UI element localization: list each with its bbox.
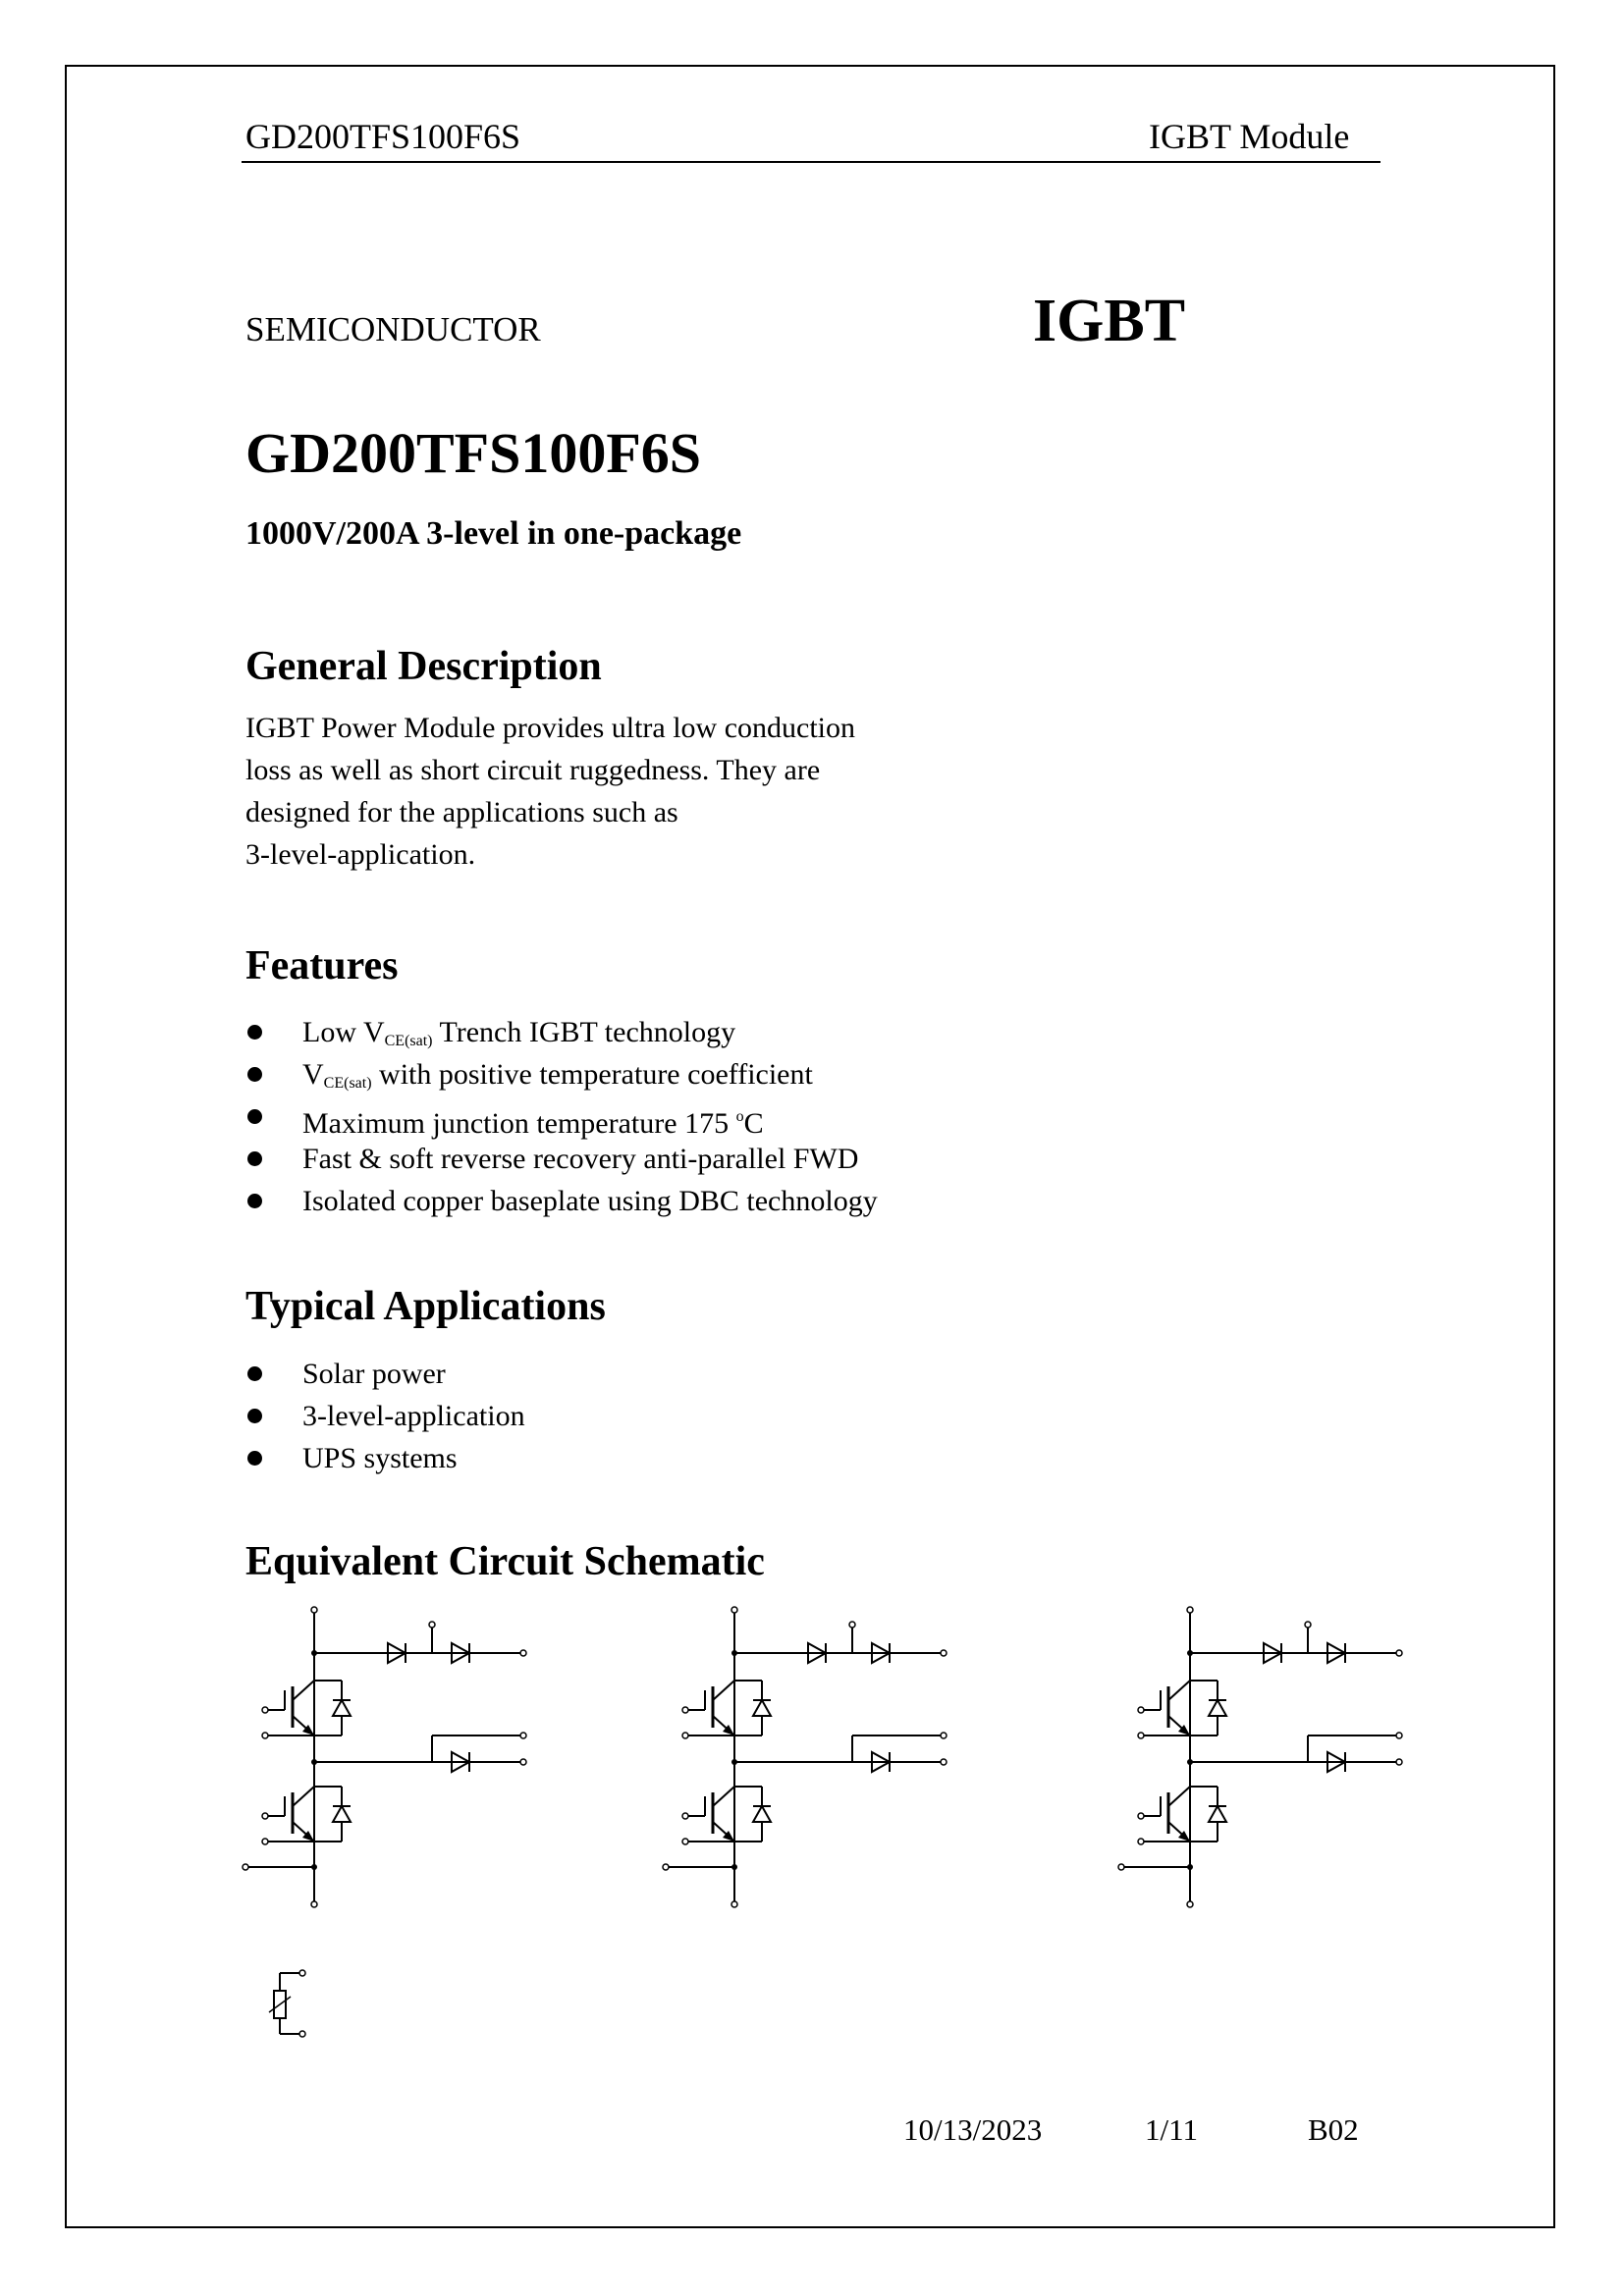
feature-item: Maximum junction temperature 175 $^o$C	[245, 1095, 878, 1138]
header-doc-type: IGBT Module	[1149, 117, 1350, 156]
circuit-block	[243, 1607, 526, 1907]
application-item: 3-level-application	[245, 1395, 525, 1437]
description-line: IGBT Power Module provides ultra low conduction	[245, 712, 856, 744]
application-item: Solar power	[245, 1353, 525, 1395]
bullet-icon	[247, 1451, 262, 1466]
bullet-icon	[247, 1409, 262, 1423]
category-label: SEMICONDUCTOR	[245, 310, 541, 348]
bullet-icon	[247, 1067, 262, 1082]
header-part-number: GD200TFS100F6S	[245, 117, 521, 156]
description-line: loss as well as short circuit ruggedness. They are	[245, 754, 821, 786]
description-line: designed for the applications such as	[245, 796, 678, 828]
ntc-thermistor	[269, 1970, 305, 2037]
circuit-block	[663, 1607, 947, 1907]
description-line: 3-level-application.	[245, 838, 476, 871]
footer-revision: B02	[1308, 2112, 1359, 2147]
bullet-icon	[247, 1025, 262, 1040]
general-description-text	[245, 707, 933, 876]
bullet-icon	[247, 1194, 262, 1208]
header-rule	[242, 161, 1380, 163]
feature-item: Fast & soft reverse recovery anti-parallel FWD	[245, 1138, 878, 1180]
footer-date: 10/13/2023	[903, 2112, 1043, 2147]
applications-heading: Typical Applications	[245, 1284, 606, 1329]
device-type: IGBT	[1033, 288, 1186, 354]
subtitle: 1000V/200A 3-level in one-package	[245, 515, 742, 552]
schematic-heading: Equivalent Circuit Schematic	[245, 1539, 765, 1584]
footer-page-number: 1/11	[1145, 2112, 1198, 2147]
features-heading: Features	[245, 943, 399, 988]
general-description-heading: General Description	[245, 644, 602, 689]
bullet-icon	[247, 1366, 262, 1381]
page-title: GD200TFS100F6S	[245, 421, 702, 485]
feature-item: Low $V_{CE(sat)}$ Trench IGBT technology	[245, 1011, 878, 1053]
features-list	[245, 1011, 878, 1222]
application-item: UPS systems	[245, 1437, 525, 1479]
feature-item: $V_{CE(sat)}$ with positive temperature coefficient	[245, 1053, 878, 1095]
circuit-block	[1118, 1607, 1402, 1907]
bullet-icon	[247, 1151, 262, 1166]
feature-item: Isolated copper baseplate using DBC technology	[245, 1180, 878, 1222]
circuit-schematic	[226, 1590, 1404, 2042]
applications-list	[245, 1353, 525, 1479]
bullet-icon	[247, 1109, 262, 1124]
